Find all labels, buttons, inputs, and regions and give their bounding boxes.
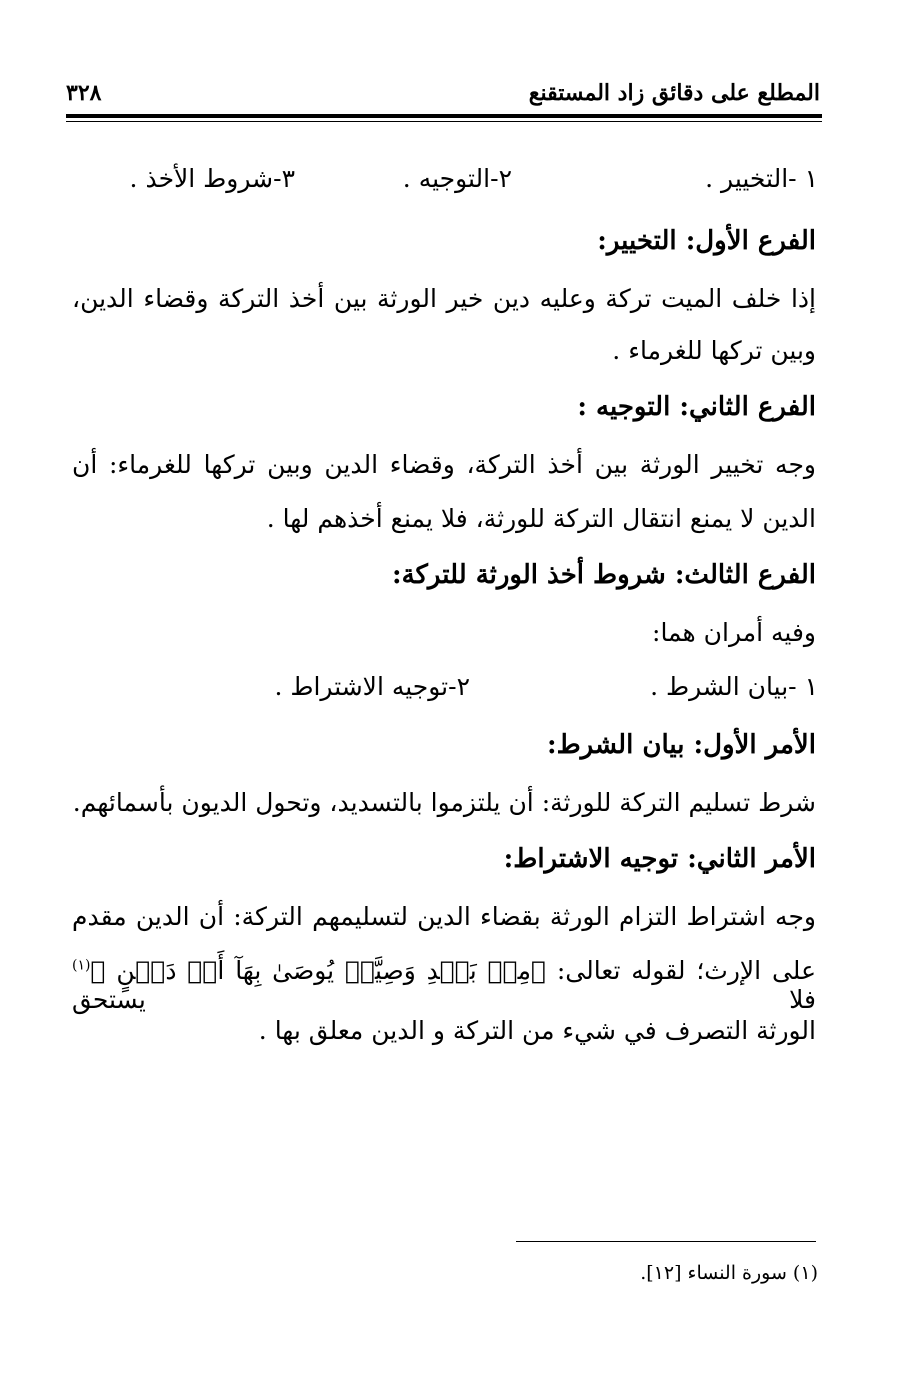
page-number: ٣٢٨ xyxy=(66,80,102,106)
running-header xyxy=(66,76,822,116)
section-3-item-1: ١ -بيان الشرط . xyxy=(650,672,818,701)
branch-list-item-1: ١ -التخيير . xyxy=(705,164,818,193)
section-2-heading: الفرع الثاني: التوجيه : xyxy=(577,392,816,422)
matter-2-line-1: وجه اشتراط التزام الورثة بقضاء الدين لتسليمهم التركة: أن الدين مقدم xyxy=(72,902,816,931)
footnote-separator xyxy=(516,1241,816,1242)
footnote-reference: (١) xyxy=(72,957,91,974)
header-rule-thin xyxy=(66,121,822,122)
branch-list-item-2: ٢-التوجيه . xyxy=(402,164,512,193)
section-3-item-2: ٢-توجيه الاشتراط . xyxy=(274,672,470,701)
header-rule-thick xyxy=(66,114,822,118)
section-3-intro: وفيه أمران هما: xyxy=(652,618,816,647)
section-2-line-2: الدين لا يمنع انتقال التركة للورثة، فلا يمنع أخذهم لها . xyxy=(266,504,816,533)
branch-list-item-3: ٣-شروط الأخذ . xyxy=(129,164,295,193)
matter-2-line-2-tail: فلا يستحق xyxy=(72,985,816,1014)
section-3-heading: الفرع الثالث: شروط أخذ الورثة للتركة: xyxy=(392,560,816,590)
section-1-line-2: وبين تركها للغرماء . xyxy=(612,336,816,365)
matter-1-heading: الأمر الأول: بيان الشرط: xyxy=(546,730,816,760)
quran-citation: على الإرث؛ لقوله تعالى: ﴿مِنۢ بَعۡدِ وَصِيَّةٖ يُوصَىٰ بِهَآ أَوۡ دَيۡنٍ ﴾ xyxy=(90,956,816,985)
footnote-1: (١) سورة النساء [١٢]. xyxy=(640,1262,818,1284)
matter-2-line-2 xyxy=(72,956,816,1014)
section-2-line-1: وجه تخيير الورثة بين أخذ التركة، وقضاء الدين وبين تركها للغرماء: أن xyxy=(72,450,816,479)
section-1-heading: الفرع الأول: التخيير: xyxy=(597,226,816,256)
book-title: المطلع على دقائق زاد المستقنع xyxy=(528,80,820,106)
section-1-line-1: إذا خلف الميت تركة وعليه دين خير الورثة بين أخذ التركة وقضاء الدين، xyxy=(72,284,816,313)
matter-1-line-1: شرط تسليم التركة للورثة: أن يلتزموا بالتسديد، وتحول الديون بأسمائهم. xyxy=(72,788,816,817)
matter-2-heading: الأمر الثاني: توجيه الاشتراط: xyxy=(503,844,816,874)
matter-2-line-3: الورثة التصرف في شيء من التركة و الدين معلق بها . xyxy=(258,1016,816,1045)
